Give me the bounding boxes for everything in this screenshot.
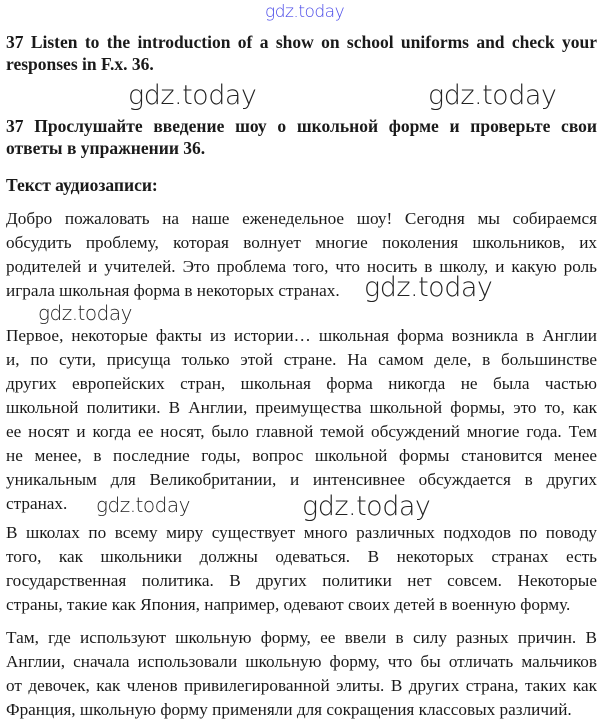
text-line: Там, где используют школьную форму, ее ввели в силу разных причин. В xyxy=(6,628,597,647)
heading-line: 37 Listen to the introduction of a show on school uniforms and check your xyxy=(6,32,597,52)
text-line: В школах по всему миру существует много различных подходов по поводу xyxy=(6,523,597,542)
text-line: играла школьная форма в некоторых странах. xyxy=(6,281,340,300)
exercise-heading-en xyxy=(6,31,597,75)
text-line: от девочек, как членов привилегированной элиты. В других страна, таких как xyxy=(6,676,597,695)
paragraph-1 xyxy=(6,207,597,303)
paragraph-2 xyxy=(6,324,597,516)
paragraph-4 xyxy=(6,626,597,722)
text-line: того, как школьники должны одеваться. В некоторых странах есть xyxy=(6,547,597,566)
text-line: школьной политики. В Англии, преимущества школьной формы, это то, как xyxy=(6,398,597,417)
text-line: родителей и учителей. Это проблема того, что носить в школу, и какую роль xyxy=(6,257,597,276)
watermark: gdz.today xyxy=(428,80,557,111)
text-line: Франция, школьную форму применяли для сокращения классовых различий. xyxy=(6,700,572,719)
text-line: страны, такие как Япония, например, одевают своих детей в военную форму. xyxy=(6,595,571,614)
heading-line: responses in F.x. 36. xyxy=(6,54,154,74)
watermark: gdz.today xyxy=(302,491,431,522)
watermark: gdz.today xyxy=(128,80,257,111)
text-line: обсудить проблему, которая волнует многие поколения школьников, их xyxy=(6,233,597,252)
text-line: не менее, в последние годы, вопрос школьной формы становится менее xyxy=(6,446,597,465)
paragraph-3 xyxy=(6,521,597,617)
text-line: уникальным для Великобритании, и интенсивнее обсуждается в других xyxy=(6,470,597,489)
text-line: Англии, сначала использовали школьную форму, что бы отличать мальчиков xyxy=(6,652,597,671)
heading-line: 37 Прослушайте введение шоу о школьной форме и проверьте свои xyxy=(6,116,597,136)
text-line: и, по сути, присуща только этой стране. На самом деле, в большинстве xyxy=(6,350,597,369)
watermark-top: gdz.today xyxy=(265,2,345,22)
exercise-heading-ru xyxy=(6,115,597,159)
text-line: Добро пожаловать на наше еженедельное шоу! Сегодня мы собираемся xyxy=(6,209,597,228)
watermark: gdz.today xyxy=(364,272,493,303)
watermark: gdz.today xyxy=(38,301,132,325)
text-line: ее носят и когда ее носят, было главной темой обсуждений многие года. Тем xyxy=(6,422,597,441)
text-line: других европейских стран, школьная форма никогда не была частью xyxy=(6,374,597,393)
transcript-label: Текст аудиозаписи: xyxy=(6,175,158,195)
watermark: gdz.today xyxy=(96,493,190,517)
text-line: государственная политика. В других политики нет совсем. Некоторые xyxy=(6,571,597,590)
heading-line: ответы в упражнении 36. xyxy=(6,138,206,158)
text-line: странах. xyxy=(6,494,68,513)
text-line: Первое, некоторые факты из истории… школьная форма возникла в Англии xyxy=(6,326,597,345)
